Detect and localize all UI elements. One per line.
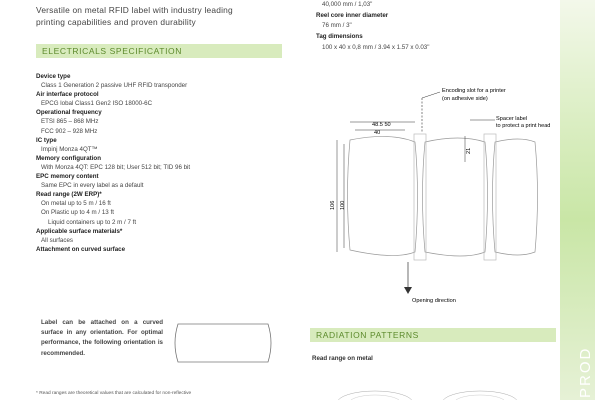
- dim-slot: 21: [466, 147, 472, 154]
- label-shape-3: [493, 139, 538, 255]
- spec-epc-memory: EPC memory content Same EPC in every label as a default: [36, 173, 144, 190]
- label-shape-1: [348, 136, 418, 255]
- spacer-note-2: to protect a print head: [496, 123, 551, 129]
- intro-line-2: printing capabilities and proven durability: [36, 17, 196, 27]
- mechanical-spec: [316, 0, 516, 54]
- spec-device-type: Device type Class 1 Generation 2 passive UHF RFID transponder: [36, 73, 188, 90]
- slot-note-1: Encoding slot for a printer: [442, 88, 506, 94]
- core-value: 76 mm / 3": [322, 22, 352, 30]
- label-shape-2: [423, 138, 488, 256]
- spec-curved: Attachment on curved surface: [36, 245, 126, 253]
- curved-label-illustration: [170, 318, 276, 368]
- intro-line-1: Versatile on metal RFID label with industry leading: [36, 5, 233, 15]
- radiation-heading: [310, 328, 556, 342]
- dim-width-inner: 40: [374, 130, 381, 136]
- roll-length-value: 40,000 mm / 1,03": [322, 1, 373, 8]
- electrical-heading-text: ELECTRICALS SPECIFICATION: [42, 46, 183, 56]
- spec-memory: Memory configuration With Monza 4QT: EPC 128 bit; User 512 bit; TID 96 bit: [36, 154, 191, 171]
- radiation-heading-text: RADIATION PATTERNS: [316, 330, 419, 340]
- slot-note-2: (on adhesive side): [442, 96, 488, 102]
- radiation-plots: [330, 385, 530, 400]
- polar-plot-left: [337, 391, 413, 400]
- svg-text:PROD: PROD: [577, 346, 594, 398]
- core-label: Reel core inner diameter: [316, 11, 389, 19]
- spacer-note-1: Spacer label: [496, 116, 528, 122]
- footnote: * Read ranges are theoretical values that are calculated for non-reflective: [36, 391, 192, 396]
- label-roll-diagram: [300, 80, 558, 310]
- spec-surface: Applicable surface materials* All surfaces: [36, 227, 123, 244]
- spec-ic-type: IC type Impinj Monza 4QT™: [36, 136, 98, 153]
- curved-surface-text: Label can be attached on a curved surface in any orientation. For optimal performance, the following orientation is recommended.: [41, 319, 163, 357]
- opening-direction-label: Opening direction: [412, 298, 456, 304]
- intro-text: [36, 4, 282, 28]
- spec-read-range: Read range (2W ERP)* On metal up to 5 m / 16 ft On Plastic up to 4 m / 13 ft Liquid containers up to 2 m / 7 ft: [36, 191, 137, 226]
- electrical-heading: [36, 44, 282, 58]
- dim-height-inner: 100: [340, 200, 346, 210]
- tag-dimensions-label: Tag dimensions: [316, 33, 363, 41]
- electrical-spec-list: [36, 72, 276, 254]
- dim-height-outer: 106: [330, 200, 336, 210]
- spec-frequency: Operational frequency ETSI 865 – 868 MHz FCC 902 – 928 MHz: [36, 109, 102, 135]
- spec-air-interface: Air interface protocol EPCG lobal Class1 Gen2 ISO 18000-6C: [36, 91, 153, 108]
- side-vertical-text: [568, 320, 595, 400]
- tag-dimensions-value: 100 x 40 x 0,8 mm / 3.94 x 1.57 x 0.03": [322, 43, 430, 51]
- polar-plot-right: [442, 391, 518, 400]
- dim-width-outer: 48.5 50: [372, 122, 391, 128]
- radiation-subheading: Read range on metal: [312, 355, 373, 362]
